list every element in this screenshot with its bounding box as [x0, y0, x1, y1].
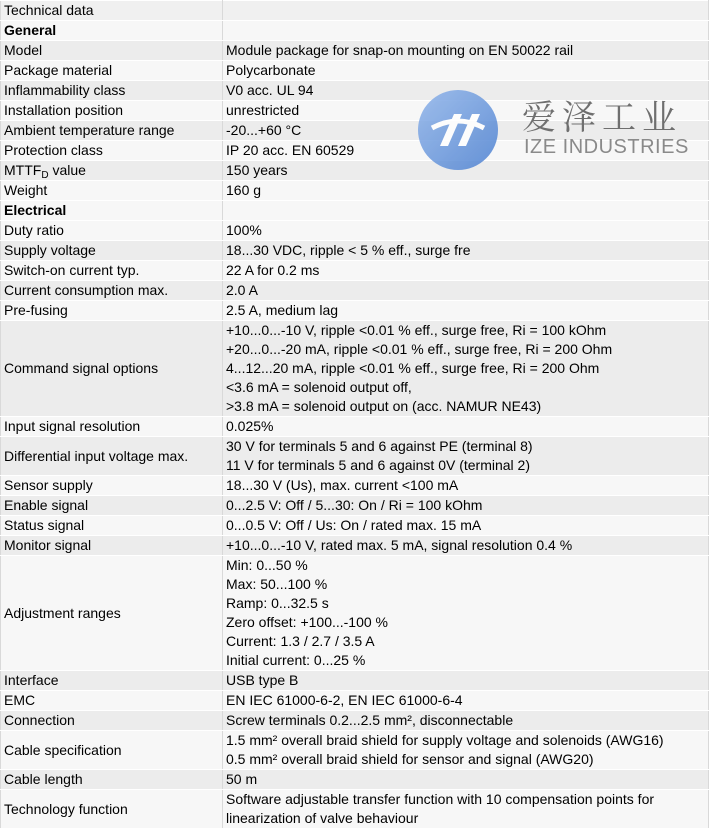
row-value-line: 0...2.5 V: Off / 5...30: On / Ri = 100 kOhm — [226, 497, 483, 513]
table-row — [1, 181, 709, 201]
row-value-line: -20...+60 °C — [226, 122, 302, 138]
row-value — [223, 241, 709, 261]
row-value-line: Zero offset: +100...-100 % — [226, 614, 389, 630]
row-label — [1, 101, 223, 121]
row-label-text: Weight — [4, 182, 48, 198]
row-value — [223, 770, 709, 790]
row-value-line: 18...30 V (Us), max. current <100 mA — [226, 477, 459, 493]
table-row — [1, 516, 709, 536]
section-heading: General — [1, 21, 223, 41]
row-value-line: V0 acc. UL 94 — [226, 82, 314, 98]
row-label — [1, 437, 223, 476]
row-value-line: >3.8 mA = solenoid output on (acc. NAMUR NE43) — [226, 398, 542, 414]
row-value-line: 0.025% — [226, 418, 274, 434]
row-value-line: Software adjustable transfer function with 10 compensation points for — [226, 791, 655, 807]
table-row — [1, 301, 709, 321]
section-heading: Electrical — [1, 201, 223, 221]
watermark-brand-en: IZE INDUSTRIES — [524, 136, 689, 158]
row-value — [223, 671, 709, 691]
row-label — [1, 241, 223, 261]
row-value-line: 2.5 A, medium lag — [226, 302, 339, 318]
row-label — [1, 731, 223, 770]
table-title-row — [1, 1, 709, 21]
row-label — [1, 281, 223, 301]
row-value-line: USB type B — [226, 672, 299, 688]
table-row — [1, 101, 709, 121]
row-label-text: Input signal resolution — [4, 418, 141, 434]
row-label-suffix: value — [48, 162, 86, 178]
row-value-line: 18...30 VDC, ripple < 5 % eff., surge fre — [226, 242, 471, 258]
row-label — [1, 790, 223, 829]
row-label — [1, 476, 223, 496]
row-value — [223, 301, 709, 321]
row-value — [223, 417, 709, 437]
row-value-line: 11 V for terminals 5 and 6 against 0V (terminal 2) — [226, 457, 531, 473]
table-row — [1, 496, 709, 516]
row-label-text: Adjustment ranges — [4, 604, 121, 621]
table-row — [1, 141, 709, 161]
table-row — [1, 41, 709, 61]
row-label-text: Inflammability class — [4, 82, 126, 98]
section-heading-empty — [223, 21, 709, 41]
table-row — [1, 281, 709, 301]
table-row — [1, 261, 709, 281]
table-row — [1, 711, 709, 731]
row-label-text: Sensor supply — [4, 477, 93, 493]
row-value-line: 30 V for terminals 5 and 6 against PE (terminal 8) — [226, 438, 533, 454]
row-value-line: 160 g — [226, 182, 262, 198]
row-value — [223, 536, 709, 556]
row-label — [1, 516, 223, 536]
row-label — [1, 556, 223, 671]
table-row — [1, 671, 709, 691]
row-value-line: +10...0...-10 V, ripple <0.01 % eff., surge free, Ri = 100 kOhm — [226, 322, 607, 338]
table-title-empty — [223, 1, 709, 21]
row-label-text: Switch-on current typ. — [4, 262, 140, 278]
row-value-line: 0.5 mm² overall braid shield for sensor and signal (AWG20) — [226, 751, 594, 767]
row-label-subscript: D — [41, 170, 49, 181]
row-label — [1, 671, 223, 691]
row-label-text: Monitor signal — [4, 537, 92, 553]
table-row — [1, 61, 709, 81]
row-label — [1, 301, 223, 321]
row-value-line: 150 years — [226, 162, 288, 178]
row-label — [1, 61, 223, 81]
row-value — [223, 61, 709, 81]
row-label — [1, 261, 223, 281]
row-value — [223, 101, 709, 121]
row-value-line: +20...0...-20 mA, ripple <0.01 % eff., surge free, Ri = 200 Ohm — [226, 341, 613, 357]
table-row — [1, 437, 709, 476]
section-heading-empty — [223, 201, 709, 221]
row-label-text: Supply voltage — [4, 242, 96, 258]
row-value — [223, 691, 709, 711]
row-value-line: unrestricted — [226, 102, 300, 118]
row-value-line: 22 A for 0.2 ms — [226, 262, 320, 278]
row-label-text: Cable specification — [4, 741, 122, 758]
row-value — [223, 790, 709, 829]
row-label — [1, 161, 223, 181]
table-body — [1, 1, 709, 829]
section-heading-row — [1, 201, 709, 221]
row-value-line: Ramp: 0...32.5 s — [226, 595, 329, 611]
row-value-line: +10...0...-10 V, rated max. 5 mA, signal resolution 0.4 % — [226, 537, 573, 553]
row-label-text: Interface — [4, 672, 59, 688]
row-label — [1, 691, 223, 711]
row-value — [223, 281, 709, 301]
row-value — [223, 41, 709, 61]
row-value-line: Screw terminals 0.2...2.5 mm², disconnectable — [226, 712, 514, 728]
row-value — [223, 321, 709, 417]
row-label-text: Protection class — [4, 142, 103, 158]
row-label-text: Differential input voltage max. — [4, 447, 189, 464]
table-row — [1, 790, 709, 829]
table-row — [1, 536, 709, 556]
row-value-line: 4...12...20 mA, ripple <0.01 % eff., surge free, Ri = 200 Ohm — [226, 360, 600, 376]
table-row — [1, 556, 709, 671]
row-label — [1, 41, 223, 61]
row-value-line: Current: 1.3 / 2.7 / 3.5 A — [226, 633, 375, 649]
row-label — [1, 770, 223, 790]
table-row — [1, 241, 709, 261]
row-value — [223, 181, 709, 201]
row-label-text: Installation position — [4, 102, 124, 118]
row-label-text: MTTF — [4, 162, 42, 178]
row-label-text: Duty ratio — [4, 222, 64, 238]
section-heading-row — [1, 21, 709, 41]
table-row — [1, 417, 709, 437]
table-row — [1, 476, 709, 496]
row-value-line: <3.6 mA = solenoid output off, — [226, 379, 412, 395]
row-label-text: Technology function — [4, 800, 128, 817]
row-value — [223, 161, 709, 181]
row-value-line: IP 20 acc. EN 60529 — [226, 142, 355, 158]
row-label — [1, 321, 223, 417]
row-label-text: Current consumption max. — [4, 282, 169, 298]
row-label — [1, 417, 223, 437]
row-label-text: Model — [4, 42, 43, 58]
row-label — [1, 181, 223, 201]
row-label — [1, 121, 223, 141]
row-value — [223, 141, 709, 161]
table-row — [1, 691, 709, 711]
row-label — [1, 536, 223, 556]
row-value — [223, 81, 709, 101]
table-row — [1, 731, 709, 770]
row-label — [1, 711, 223, 731]
row-label-text: Command signal options — [4, 360, 159, 376]
row-value — [223, 731, 709, 770]
row-label-text: Pre-fusing — [4, 302, 68, 318]
row-label-text: Ambient temperature range — [4, 122, 175, 138]
row-label — [1, 221, 223, 241]
row-value — [223, 516, 709, 536]
row-value-line: EN IEC 61000-6-2, EN IEC 61000-6-4 — [226, 692, 463, 708]
row-label-text: Connection — [4, 712, 75, 728]
table-row — [1, 81, 709, 101]
row-label-text: Enable signal — [4, 497, 89, 513]
row-value-line: 100% — [226, 222, 262, 238]
row-value — [223, 476, 709, 496]
row-value-line: Min: 0...50 % — [226, 557, 308, 573]
table-row — [1, 161, 709, 181]
row-value — [223, 121, 709, 141]
row-value-line: Initial current: 0...25 % — [226, 652, 366, 668]
row-value — [223, 437, 709, 476]
row-label-text: Cable length — [4, 771, 83, 787]
table-row — [1, 770, 709, 790]
row-label-text: Package material — [4, 62, 113, 78]
row-value-line: linearization of valve behaviour — [226, 810, 419, 826]
row-label — [1, 141, 223, 161]
table-row — [1, 221, 709, 241]
row-value-line: 1.5 mm² overall braid shield for supply voltage and solenoids (AWG16) — [226, 732, 664, 748]
table-row — [1, 321, 709, 417]
watermark-brand-cn: 爱泽工业 — [522, 98, 682, 138]
row-value-line: 50 m — [226, 771, 258, 787]
row-value — [223, 221, 709, 241]
row-value — [223, 496, 709, 516]
row-value-line: Module package for snap-on mounting on EN 50022 rail — [226, 42, 574, 58]
row-label-text: Status signal — [4, 517, 85, 533]
row-value-line: Polycarbonate — [226, 62, 316, 78]
row-value — [223, 556, 709, 671]
row-label-text: EMC — [4, 692, 36, 708]
row-value-line: Max: 50...100 % — [226, 576, 328, 592]
row-value-line: 0...0.5 V: Off / Us: On / rated max. 15 mA — [226, 517, 482, 533]
row-value — [223, 711, 709, 731]
table-row — [1, 121, 709, 141]
row-value — [223, 261, 709, 281]
row-value-line: 2.0 A — [226, 282, 258, 298]
row-label — [1, 81, 223, 101]
table-title: Technical data — [1, 1, 223, 21]
row-label — [1, 496, 223, 516]
